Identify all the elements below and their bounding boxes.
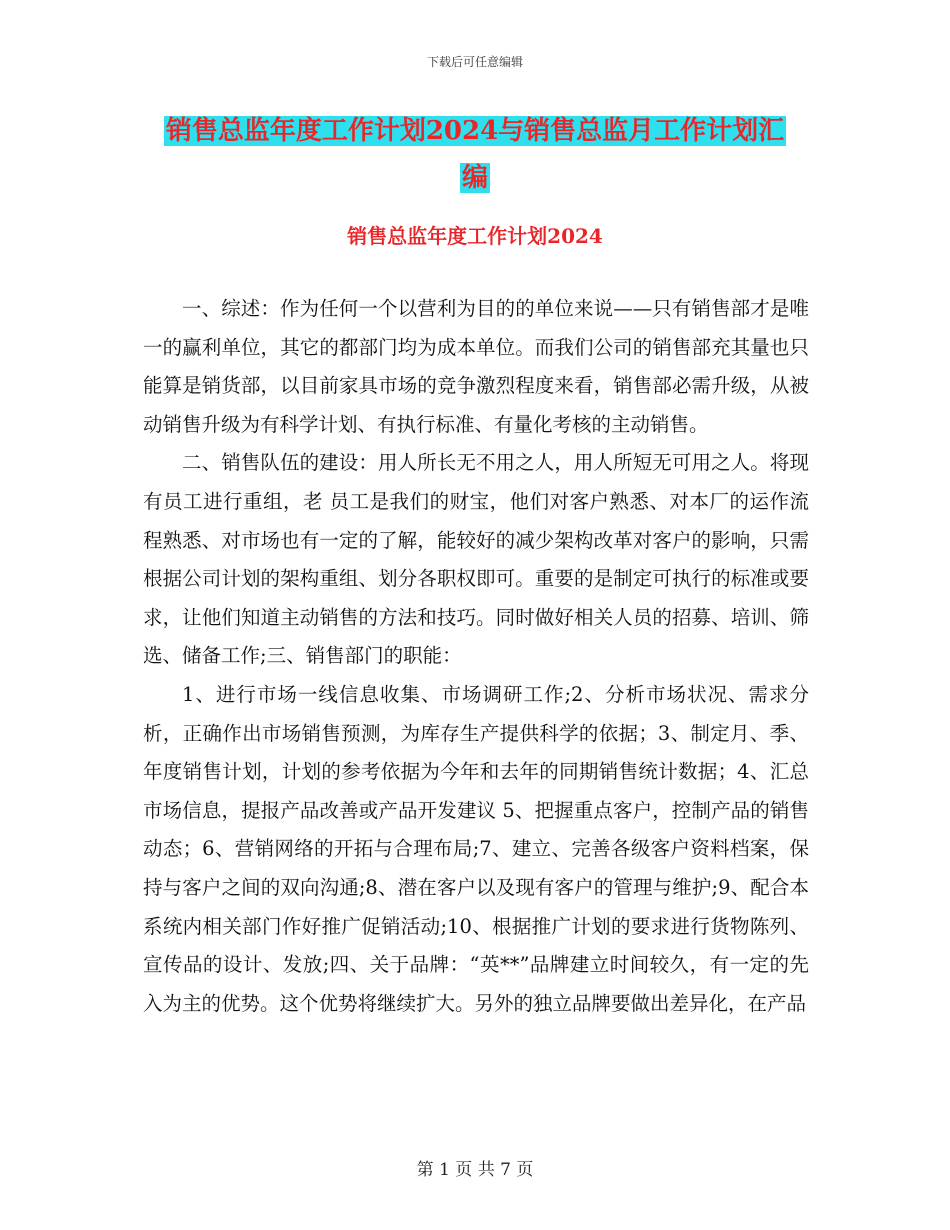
paragraph-team-building: 二、销售队伍的建设：用人所长无不用之人，用人所短无可用之人。将现有员工进行重组，老 员工是我们的财宝，他们对客户熟悉、对本厂的运作流程熟悉、对市场也有一定的了解，能较好的减少架构改革对客户的影响，只需根据公司计划的架构重组、划分各职权即可。重要的是制定可执行的标准或要求，让他们知道主动销售的方法和技巧。同时做好相关人员的招募、培训、筛选、储备工作;三、销售部门的职能： (143, 451, 809, 668)
document-title-line1: 销售总监年度工作计划2024与销售总监月工作计划汇 (165, 116, 785, 146)
paragraph-functions: 1、进行市场一线信息收集、市场调研工作;2、分析市场状况、需求分析，正确作出市场销售预测，为库存生产提供科学的依据；3、制定月、季、年度销售计划，计划的参考依据为今年和去年的同期销售统计数据；4、汇总市场信息，提报产品改善或产品开发建议 5、把握重点客户，控制产品的销售动态；6、营销网络的开拓与合理布局;7、建立、完善各级客户资料档案，保持与客户之间的双向沟通;8、潜在客户以及现有客户的管理与维护;9、配合本系统内相关部门作好推广促销活动;10、根据推广计划的要求进行货物陈列、宣传品的设计、发放;四、关于品牌：“英**”品牌建立时间较久，有一定的先入为主的优势。这个优势将继续扩大。另外的独立品牌要做出差异化，在产品 (143, 682, 809, 1015)
page-footer: 第 1 页 共 7 页 (416, 1160, 534, 1180)
paragraph-overview: 一、综述：作为任何一个以营利为目的的单位来说——只有销售部才是唯一的赢利单位，其它的都部门均为成本单位。而我们公司的销售部充其量也只能算是销货部，以目前家具市场的竞争激烈程度来看，销售部必需升级，从被动销售升级为有科学计划、有执行标准、有量化考核的主动销售。 (143, 297, 809, 436)
document-title-line2: 编 (461, 163, 488, 193)
document-title (0, 108, 950, 202)
section-subtitle: 销售总监年度工作计划2024 (347, 224, 603, 248)
page-header-note: 下载后可任意编辑 (426, 55, 523, 69)
document-body (143, 290, 809, 1023)
